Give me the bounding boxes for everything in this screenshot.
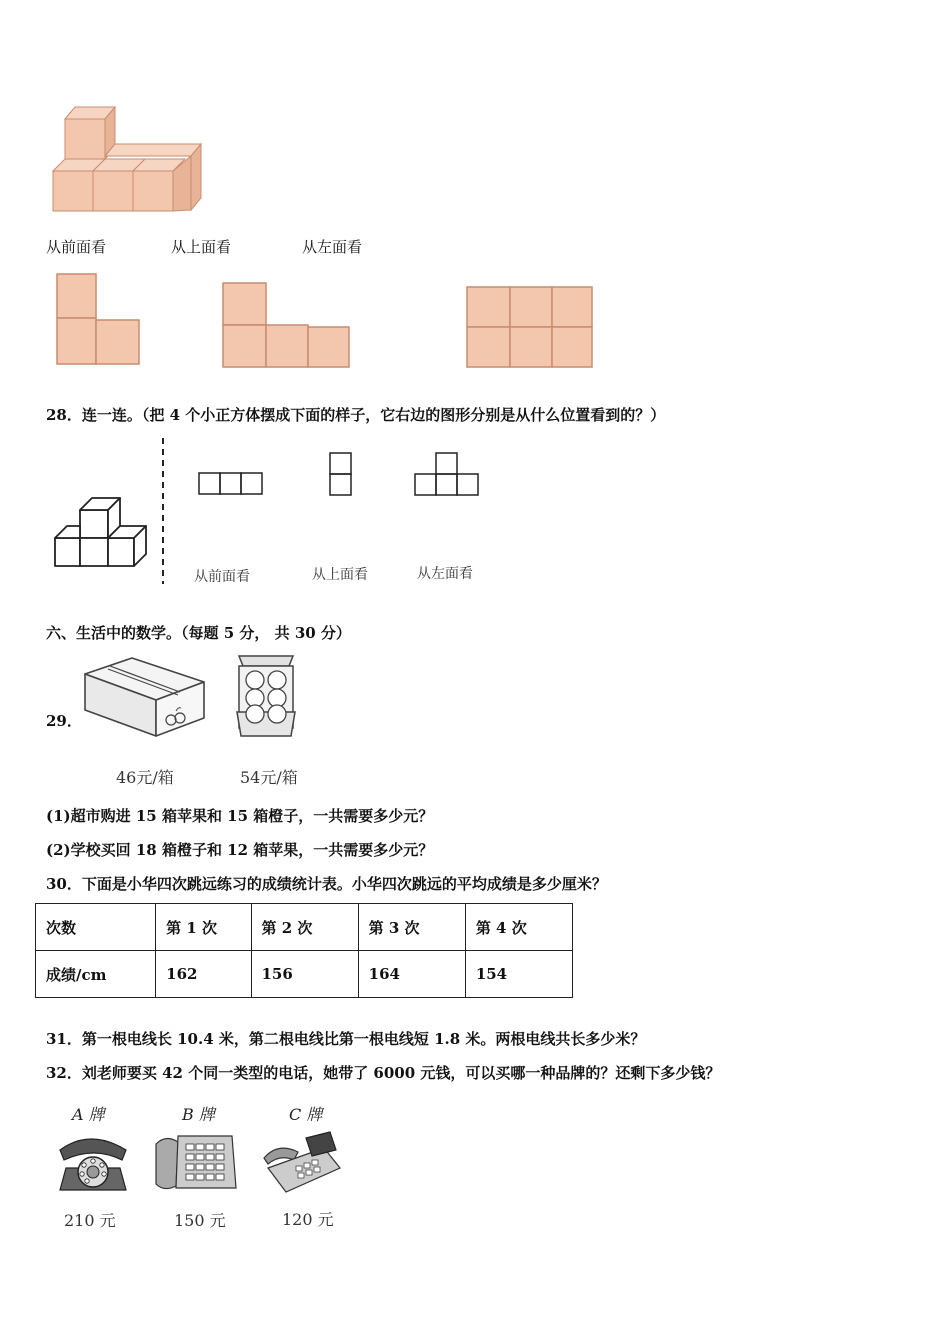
brand-c-price: 120 元	[282, 1210, 334, 1229]
view-label-left: 从左面看	[302, 238, 363, 256]
cube-solid-illustration	[48, 104, 208, 216]
table-header-cell: 第 1 次	[156, 904, 251, 951]
brand-b-price: 150 元	[174, 1211, 226, 1230]
table-cell: 154	[465, 951, 572, 998]
table-cell: 成绩/cm	[36, 951, 156, 998]
left-view-shape	[464, 284, 596, 370]
table-header-cell: 次数	[36, 904, 156, 951]
brand-b-label: B 牌	[182, 1105, 215, 1124]
table-row	[36, 951, 573, 998]
q28-text: 连一连。（把 4 个小正方体摆成下面的样子，它右边的图形分别是从什么位置看到的？）	[81, 406, 666, 424]
view-label-top: 从上面看	[171, 238, 232, 256]
rotary-phone-icon	[54, 1128, 132, 1196]
table-cell: 164	[358, 951, 465, 998]
apple-box-icon	[80, 654, 210, 740]
orange-box-icon	[233, 652, 301, 740]
view-label-front: 从前面看	[46, 238, 107, 256]
apple-price: 46元/箱	[116, 768, 174, 787]
table-header-cell: 第 2 次	[251, 904, 358, 951]
q29-sub1: (1)超市购进 15 箱苹果和 15 箱橙子，一共需要多少元？	[46, 807, 434, 825]
brand-c-label: C 牌	[289, 1105, 323, 1124]
display-phone-icon	[260, 1128, 344, 1196]
table-cell: 156	[251, 951, 358, 998]
q28-caption-left: 从左面看	[417, 566, 473, 582]
top-view-shape	[220, 280, 354, 370]
q28-line	[46, 404, 665, 425]
q28-caption-front: 从前面看	[194, 569, 250, 585]
keypad-phone-icon	[152, 1130, 238, 1194]
table-cell: 162	[156, 951, 251, 998]
section6-title: 六、生活中的数学。（每题 5 分， 共 30 分）	[46, 624, 351, 642]
q28-number: 28．	[46, 406, 82, 424]
table-header-cell: 第 3 次	[358, 904, 465, 951]
q31-text: 31．第一根电线长 10.4 米，第二根电线比第一根电线短 1.8 米。两根电线共长多少米？	[46, 1030, 646, 1048]
brand-a-label: A 牌	[72, 1105, 105, 1124]
q28-view-three-in-row	[196, 470, 268, 498]
q32-text: 32．刘老师要买 42 个同一类型的电话，她带了 6000 元钱，可以买哪一种品牌的？还剩下多少钱？	[46, 1064, 721, 1082]
orange-price: 54元/箱	[240, 768, 298, 787]
score-table	[35, 903, 573, 998]
q28-cube-drawing	[50, 438, 170, 588]
brand-a-price: 210 元	[64, 1211, 116, 1230]
q29-number: 29．	[46, 712, 82, 730]
front-view-shape	[55, 272, 145, 368]
q28-view-two-stacked	[327, 450, 355, 498]
q28-view-t-shape	[412, 450, 484, 498]
table-header-cell: 第 4 次	[465, 904, 572, 951]
q28-caption-top: 从上面看	[312, 567, 368, 583]
q30-text: 30．下面是小华四次跳远练习的成绩统计表。小华四次跳远的平均成绩是多少厘米？	[46, 875, 607, 893]
table-row	[36, 904, 573, 951]
q29-sub2: (2)学校买回 18 箱橙子和 12 箱苹果，一共需要多少元？	[46, 841, 434, 859]
